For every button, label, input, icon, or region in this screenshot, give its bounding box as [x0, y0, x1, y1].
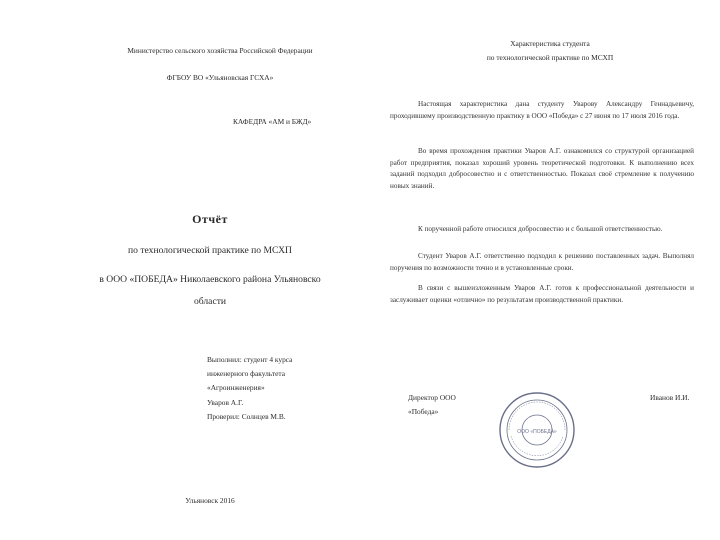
director-org: «Победа»: [408, 407, 439, 416]
performer-line: инженерного факультета: [207, 369, 285, 379]
report-title: Отчёт: [192, 212, 228, 226]
characteristic-paragraph-3: К порученной работе относился добросовестно и с большой ответственностью.: [418, 225, 663, 233]
characteristic-paragraph-2: Во время прохождения практики Уваров А.Г. ознакомился со структурой организацией работ предприятия, показал хороший уровень теоретической подготовки. К выполнению всех заданий подходил добросовестно и с ответственностью. Показал своё стремление к получению новых знаний.: [390, 147, 694, 190]
performer-line: Уваров А.Г.: [207, 397, 244, 407]
performer-line: Проверил: Солнцев М.В.: [207, 411, 286, 421]
director-label: Директор ООО: [408, 393, 456, 402]
performer-line: «Агроинженерия»: [207, 383, 265, 393]
characteristic-paragraph-4: Студент Уваров А.Г. ответственно подходил к решению поставленных задач. Выполнял поручения по возможности точно и в установленные сроки.: [390, 252, 694, 272]
company-stamp-icon: [497, 390, 577, 470]
characteristic-heading-1: Характеристика студента: [510, 39, 590, 48]
director-name: Иванов И.И.: [650, 393, 690, 402]
performer-line: Выполнил: студент 4 курса: [207, 355, 293, 364]
characteristic-paragraph-1: Настоящая характеристика дана студенту Уварову Александру Геннадьевичу, проходившему производственную практику в ООО «Победа» с 27 июня по 17 июля 2016 года.: [390, 100, 694, 120]
city-year: Ульяновск 2016: [185, 496, 235, 505]
stamp-center-text: ООО «ПОБЕДА»: [517, 429, 557, 435]
performer-block: [207, 353, 292, 424]
characteristic-paragraph-5: В связи с вышеизложенным Уваров А.Г. готов к профессиональной деятельности и заслуживает оценки «отлично» по результатам производственной практики.: [390, 284, 694, 304]
report-subtitle-1: по технологической практике по МСХП: [128, 245, 292, 256]
university-line: ФГБОУ ВО «Ульяновская ГСХА»: [166, 73, 274, 82]
ministry-line: Министерство сельского хозяйства Российской Федерации: [127, 46, 313, 55]
report-subtitle-2: в ООО «ПОБЕДА» Николаевского района Ульяновско: [99, 274, 321, 285]
characteristic-heading-2: по технологической практике по МСХП: [486, 53, 614, 62]
report-subtitle-3: области: [193, 296, 227, 307]
department-line: КАФЕДРА «АМ и БЖД»: [233, 117, 312, 126]
